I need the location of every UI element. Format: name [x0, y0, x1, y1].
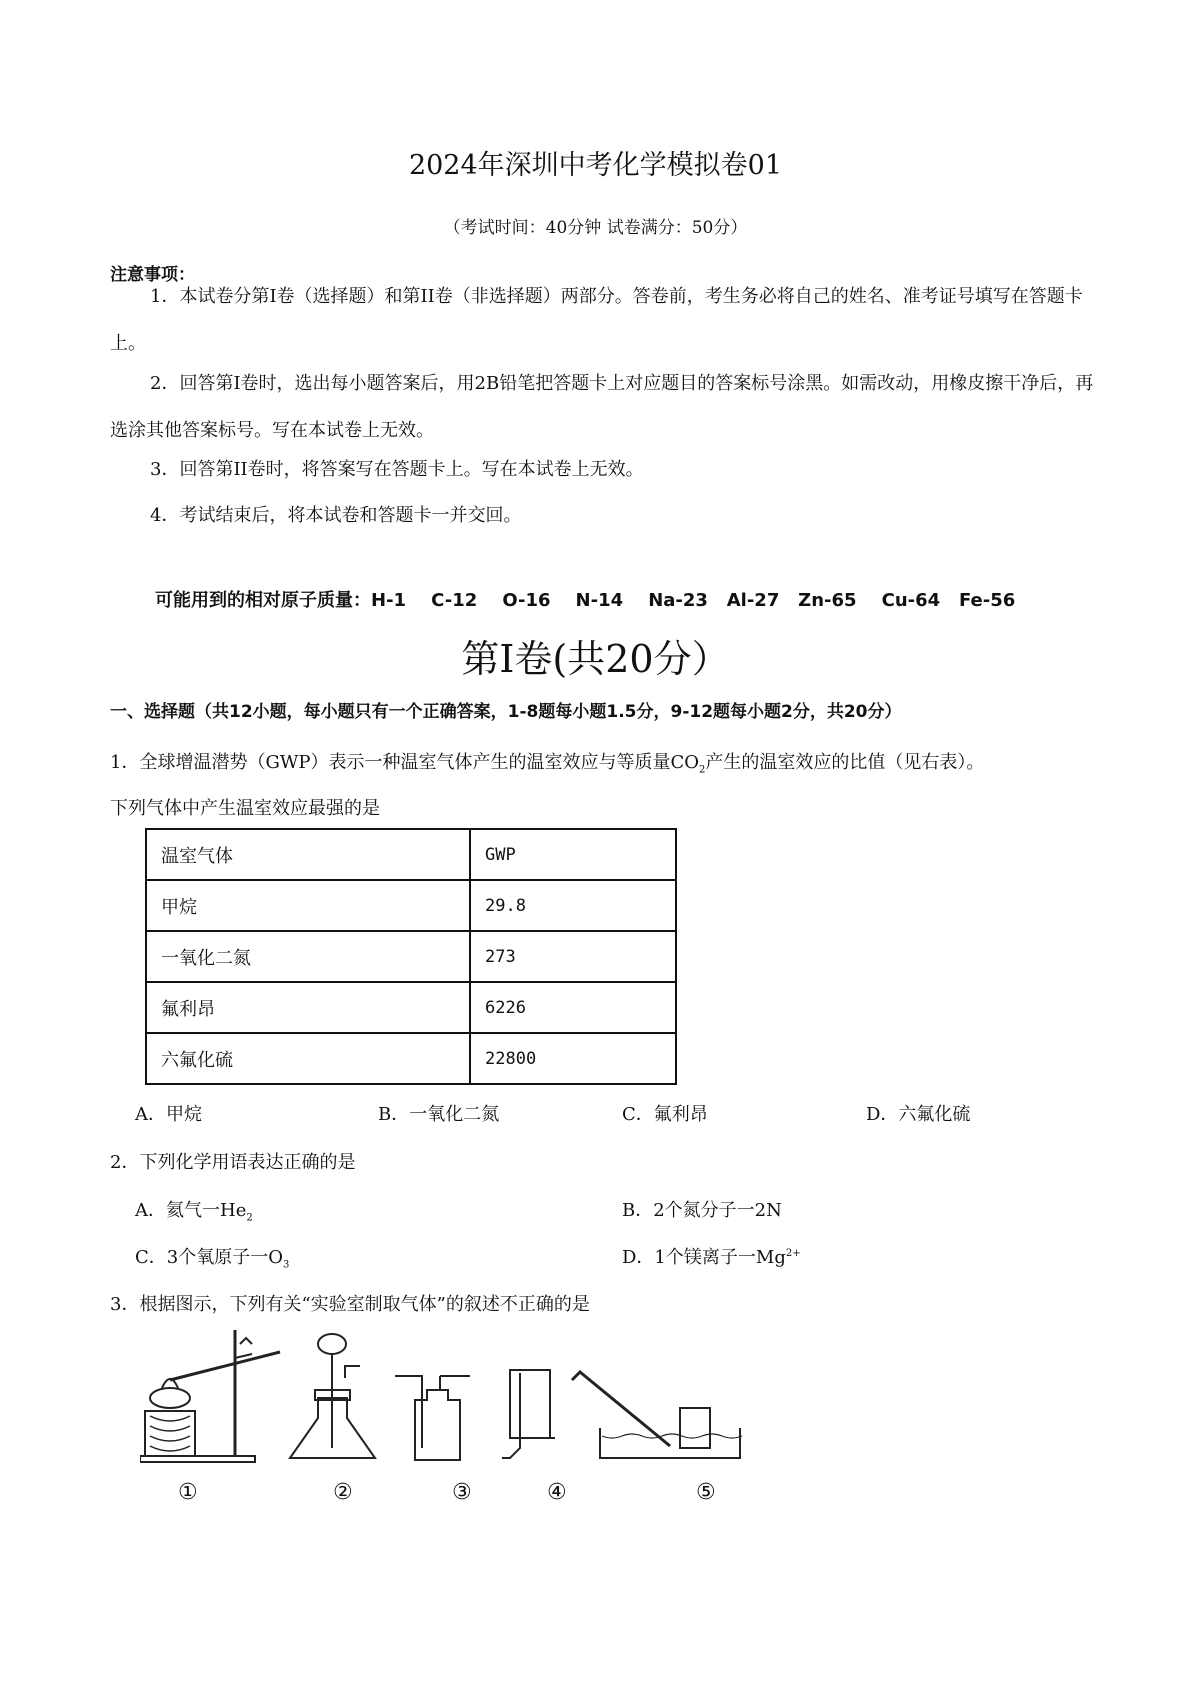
exam-info: （考试时间：40分钟 试卷满分：50分）	[443, 218, 748, 238]
q2-option-a[interactable]: A．氦气一$He_2$	[135, 1200, 253, 1224]
table-header-row	[146, 829, 676, 880]
table-row	[146, 931, 676, 982]
question-2-stem: 2．下列化学用语表达正确的是	[110, 1152, 356, 1173]
figure-label: ⑤	[696, 1480, 716, 1505]
notice-item: 1．本试卷分第I卷（选择题）和第II卷（非选择题）两部分。答卷前，考生务必将自己的姓名、准考证号填写在答题卡上。	[110, 286, 1083, 354]
part-heading: 一、选择题（共12小题，每小题只有一个正确答案，1-8题每小题1.5分，9-12题每小题2分，共20分）	[110, 702, 902, 722]
table-row	[146, 982, 676, 1033]
apparatus-3-bottle	[395, 1376, 470, 1460]
lab-apparatus-figure	[140, 1328, 820, 1478]
apparatus-5-water-trough	[572, 1372, 742, 1458]
q1-option-b[interactable]: B．一氧化二氮	[378, 1104, 500, 1125]
table-cell: 甲烷	[146, 880, 470, 931]
q2-option-d[interactable]: D．1个镁离子一$Mg^{2+}$	[622, 1247, 801, 1268]
question-1-stem: 1．全球增温潜势（GWP）表示一种温室气体产生的温室效应与等质量$CO_2$产生的温室效应的比值（见右表）。	[110, 752, 985, 776]
figure-label: ④	[547, 1480, 567, 1505]
q2-option-b[interactable]: B．2个氮分子一2N	[622, 1200, 782, 1221]
table-cell: 一氧化二氮	[146, 931, 470, 982]
notice-item: 3．回答第II卷时，将答案写在答题卡上。写在本试卷上无效。	[150, 459, 644, 480]
figure-label: ①	[178, 1480, 198, 1505]
table-row	[146, 880, 676, 931]
table-header: GWP	[470, 829, 676, 880]
notice-item: 2．回答第I卷时，选出每小题答案后，用2B铅笔把答题卡上对应题目的答案标号涂黑。如需改动，用橡皮擦干净后，再选涂其他答案标号。写在本试卷上无效。	[110, 373, 1094, 441]
q1-option-c[interactable]: C．氟利昂	[622, 1104, 708, 1125]
figure-label: ③	[452, 1480, 472, 1505]
notice-heading: 注意事项：	[110, 265, 195, 285]
atomic-masses: 可能用到的相对原子质量：H-1 C-12 O-16 N-14 Na-23 Al-27 Zn-65 Cu-64 Fe-56	[155, 590, 1016, 611]
table-cell: 273	[470, 931, 676, 982]
page-title: 2024年深圳中考化学模拟卷01	[408, 150, 783, 181]
question-3-stem: 3．根据图示，下列有关“实验室制取气体”的叙述不正确的是	[110, 1294, 590, 1315]
table-cell: 29.8	[470, 880, 676, 931]
table-row	[146, 1033, 676, 1084]
table-cell: 六氟化硫	[146, 1033, 470, 1084]
table-cell: 6226	[470, 982, 676, 1033]
gwp-table	[145, 828, 677, 1085]
q1-option-d[interactable]: D．六氟化硫	[866, 1104, 971, 1125]
table-header: 温室气体	[146, 829, 470, 880]
apparatus-4-inverted-bottle	[502, 1370, 555, 1458]
apparatus-1-heating	[140, 1330, 280, 1462]
figure-label: ②	[333, 1480, 353, 1505]
apparatus-2-flask	[290, 1334, 375, 1458]
question-1-stem-line2: 下列气体中产生温室效应最强的是	[110, 798, 380, 819]
q1-option-a[interactable]: A．甲烷	[135, 1104, 202, 1125]
q2-option-c[interactable]: C．3个氧原子一$O_3$	[135, 1247, 290, 1271]
table-cell: 22800	[470, 1033, 676, 1084]
table-cell: 氟利昂	[146, 982, 470, 1033]
notice-item: 4．考试结束后，将本试卷和答题卡一并交回。	[150, 505, 522, 526]
section-title: 第I卷(共20分）	[461, 637, 730, 681]
